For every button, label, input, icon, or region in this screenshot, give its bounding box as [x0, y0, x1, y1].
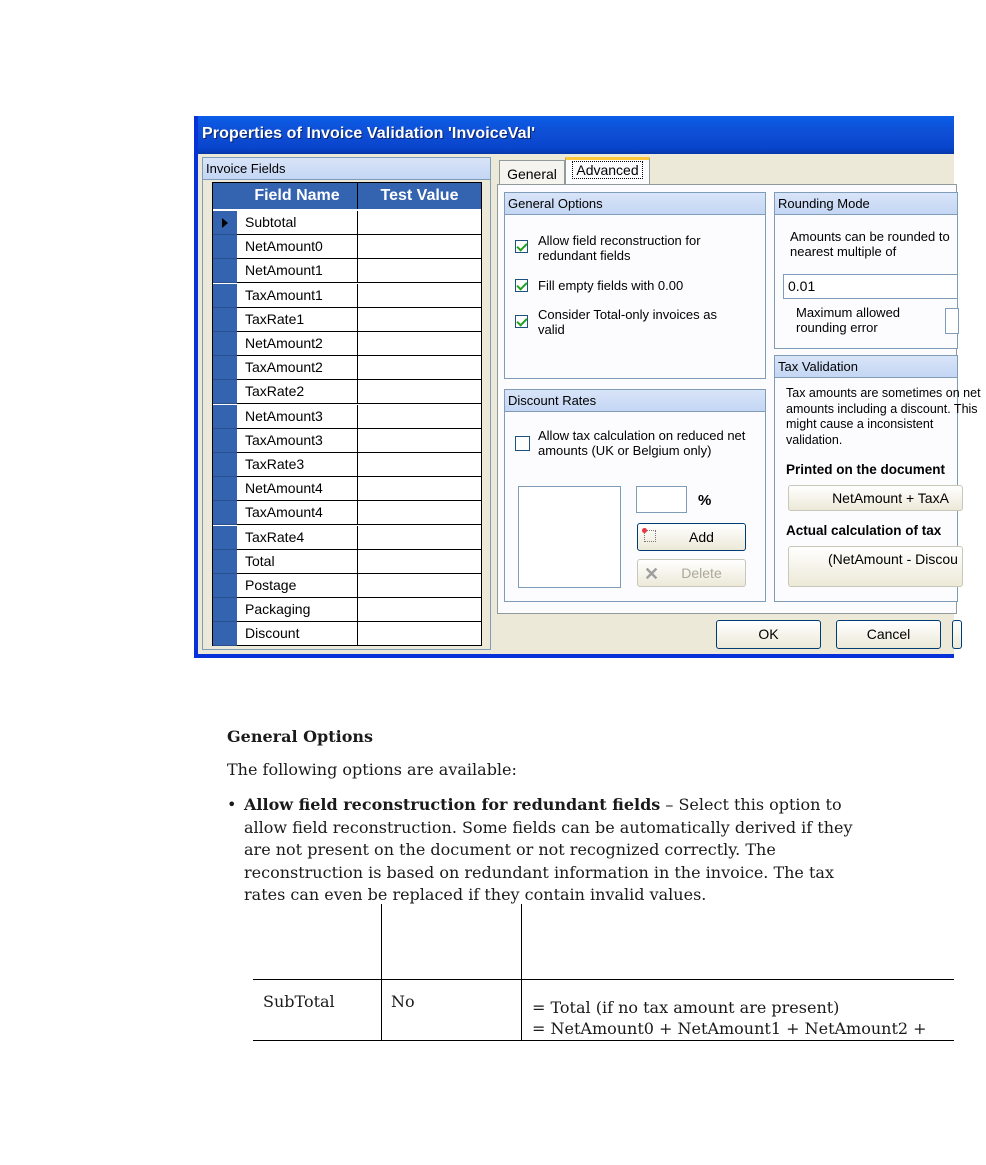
row-selector[interactable] — [213, 356, 237, 380]
table-cell-required: No — [391, 992, 415, 1011]
field-name-cell[interactable]: NetAmount3 — [237, 405, 358, 429]
table-row[interactable] — [213, 622, 481, 646]
test-value-cell[interactable] — [358, 622, 481, 646]
table-row[interactable] — [213, 429, 481, 453]
test-value-cell[interactable] — [358, 235, 481, 259]
max-rounding-label: Maximum allowed rounding error — [796, 305, 901, 335]
actual-formula[interactable] — [788, 546, 963, 587]
table-cell-formula-1: = Total (if no tax amount are present) — [532, 998, 840, 1017]
fill-empty-checkbox[interactable] — [515, 279, 528, 292]
field-name-cell[interactable]: TaxAmount1 — [237, 284, 358, 308]
add-icon — [644, 530, 656, 542]
percent-sign: % — [698, 492, 712, 509]
table-rule-top — [253, 979, 954, 980]
add-label: Add — [689, 529, 714, 545]
table-cell-field: SubTotal — [263, 992, 335, 1011]
tax-validation-desc: Tax amounts are sometimes on net amounts including a discount. This might cause a inconsistent validation. — [786, 386, 981, 447]
printed-formula[interactable] — [788, 485, 963, 511]
table-row[interactable] — [213, 598, 481, 622]
field-name-cell[interactable]: Subtotal — [237, 211, 358, 235]
table-row[interactable] — [213, 453, 481, 477]
row-selector[interactable] — [213, 622, 237, 646]
total-only-label: Consider Total-only invoices as valid — [538, 307, 717, 337]
reconstruction-checkbox[interactable] — [515, 240, 528, 253]
test-value-cell[interactable] — [358, 259, 481, 283]
row-selector[interactable] — [213, 380, 237, 404]
discount-rate-input[interactable] — [636, 486, 687, 513]
table-rule-bottom — [253, 1040, 954, 1041]
actual-formula-text: (NetAmount - Discou — [828, 551, 958, 567]
table-row[interactable] — [213, 405, 481, 429]
table-row[interactable] — [213, 501, 481, 525]
test-value-cell[interactable] — [358, 284, 481, 308]
current-row-arrow-icon — [222, 218, 228, 228]
row-selector[interactable] — [213, 429, 237, 453]
table-row[interactable] — [213, 332, 481, 356]
test-value-cell[interactable] — [358, 405, 481, 429]
field-name-cell[interactable]: Postage — [237, 574, 358, 598]
discount-rates-label: Discount Rates — [505, 390, 765, 412]
bullet-body: – Select this option to allow field reconstruction. Some fields can be automatically derived if they are not present on the document or not recognized correctly. The reconstruction is based on redundant information in the invoice. The tax rates can even be replaced if they contain invalid values. — [244, 795, 853, 904]
test-value-cell[interactable] — [358, 501, 481, 525]
tab-advanced[interactable] — [565, 157, 650, 185]
test-value-cell[interactable] — [358, 308, 481, 332]
field-name-cell[interactable]: TaxRate4 — [237, 526, 358, 550]
reconstruction-label: Allow field reconstruction for redundant fields — [538, 233, 701, 263]
row-selector[interactable] — [213, 550, 237, 574]
intro-text: The following options are available: — [227, 760, 517, 779]
table-row[interactable] — [213, 380, 481, 404]
field-name-cell[interactable]: TaxAmount2 — [237, 356, 358, 380]
dialog-title-bar[interactable] — [198, 116, 954, 154]
max-rounding-input[interactable] — [945, 308, 959, 334]
help-button[interactable] — [952, 620, 962, 649]
field-name-cell[interactable]: Discount — [237, 622, 358, 646]
row-selector[interactable] — [213, 526, 237, 550]
rounding-mode-label: Rounding Mode — [775, 193, 957, 215]
printed-formula-text: NetAmount + TaxA — [832, 490, 949, 506]
row-selector[interactable] — [213, 284, 237, 308]
field-name-cell[interactable]: TaxRate2 — [237, 380, 358, 404]
row-selector[interactable] — [213, 235, 237, 259]
test-value-cell[interactable] — [358, 380, 481, 404]
field-name-cell[interactable]: TaxAmount4 — [237, 501, 358, 525]
cancel-button[interactable]: Cancel — [836, 620, 941, 649]
grid-corner — [213, 183, 237, 209]
row-selector[interactable] — [213, 453, 237, 477]
row-selector[interactable] — [213, 501, 237, 525]
dialog-title: Properties of Invoice Validation 'InvoiceVal' — [202, 125, 536, 142]
invoice-fields-label: Invoice Fields — [203, 158, 490, 180]
row-selector[interactable] — [213, 405, 237, 429]
bullet-dot: • — [227, 795, 237, 814]
test-value-cell[interactable] — [358, 429, 481, 453]
test-value-cell[interactable] — [358, 598, 481, 622]
rounding-desc: Amounts can be rounded to nearest multiple of — [790, 229, 950, 259]
printed-label: Printed on the document — [786, 462, 946, 477]
table-row[interactable] — [213, 259, 481, 283]
delete-button[interactable] — [637, 559, 746, 587]
table-row[interactable] — [213, 574, 481, 598]
row-selector[interactable] — [213, 574, 237, 598]
field-name-cell[interactable]: TaxRate3 — [237, 453, 358, 477]
tab-advanced-label: Advanced — [572, 161, 642, 179]
field-name-cell[interactable]: NetAmount4 — [237, 477, 358, 501]
table-row[interactable] — [213, 211, 481, 235]
table-divider-1 — [381, 904, 382, 1040]
tax-reduced-label: Allow tax calculation on reduced net amounts (UK or Belgium only) — [538, 428, 746, 458]
field-name-cell[interactable]: Packaging — [237, 598, 358, 622]
table-cell-formula-2: = NetAmount0 + NetAmount1 + NetAmount2 + — [532, 1019, 927, 1038]
field-name-cell[interactable]: TaxAmount3 — [237, 429, 358, 453]
field-name-cell[interactable]: NetAmount2 — [237, 332, 358, 356]
field-name-header[interactable]: Field Name — [237, 183, 358, 209]
discount-rates-list[interactable] — [518, 486, 621, 588]
total-only-checkbox[interactable] — [515, 315, 528, 328]
add-button[interactable] — [637, 523, 746, 551]
test-value-cell[interactable] — [358, 477, 481, 501]
rounding-multiple-input[interactable]: 0.01 — [783, 274, 958, 299]
ok-button[interactable]: OK — [716, 620, 821, 649]
bullet-title: Allow field reconstruction for redundant fields — [244, 795, 661, 814]
invoice-fields-grid[interactable] — [212, 182, 482, 646]
table-divider-2 — [521, 904, 522, 1040]
table-row[interactable] — [213, 356, 481, 380]
test-value-cell[interactable] — [358, 526, 481, 550]
test-value-cell[interactable] — [358, 332, 481, 356]
bullet-text — [244, 794, 864, 907]
table-row[interactable] — [213, 550, 481, 574]
table-row[interactable] — [213, 308, 481, 332]
delete-label: Delete — [681, 565, 722, 581]
fill-empty-label: Fill empty fields with 0.00 — [538, 278, 684, 293]
tax-validation-label: Tax Validation — [775, 356, 957, 378]
table-row[interactable] — [213, 284, 481, 308]
tax-reduced-checkbox[interactable] — [515, 436, 530, 451]
test-value-cell[interactable] — [358, 574, 481, 598]
table-row[interactable] — [213, 526, 481, 550]
row-selector[interactable] — [213, 211, 237, 235]
test-value-cell[interactable] — [358, 356, 481, 380]
row-selector[interactable] — [213, 598, 237, 622]
tab-general[interactable]: General — [499, 160, 565, 186]
table-row[interactable] — [213, 235, 481, 259]
row-selector[interactable] — [213, 477, 237, 501]
field-name-cell[interactable]: NetAmount0 — [237, 235, 358, 259]
field-name-cell[interactable]: Total — [237, 550, 358, 574]
test-value-header[interactable]: Test Value — [358, 183, 481, 209]
row-selector[interactable] — [213, 259, 237, 283]
test-value-cell[interactable] — [358, 211, 481, 235]
field-name-cell[interactable]: TaxRate1 — [237, 308, 358, 332]
actual-label: Actual calculation of tax — [786, 523, 942, 538]
delete-icon: ✕ — [644, 564, 660, 584]
row-selector[interactable] — [213, 308, 237, 332]
table-row[interactable] — [213, 477, 481, 501]
field-name-cell[interactable]: NetAmount1 — [237, 259, 358, 283]
test-value-cell[interactable] — [358, 550, 481, 574]
section-heading: General Options — [227, 727, 374, 746]
row-selector[interactable] — [213, 332, 237, 356]
general-options-label: General Options — [505, 193, 765, 215]
test-value-cell[interactable] — [358, 453, 481, 477]
